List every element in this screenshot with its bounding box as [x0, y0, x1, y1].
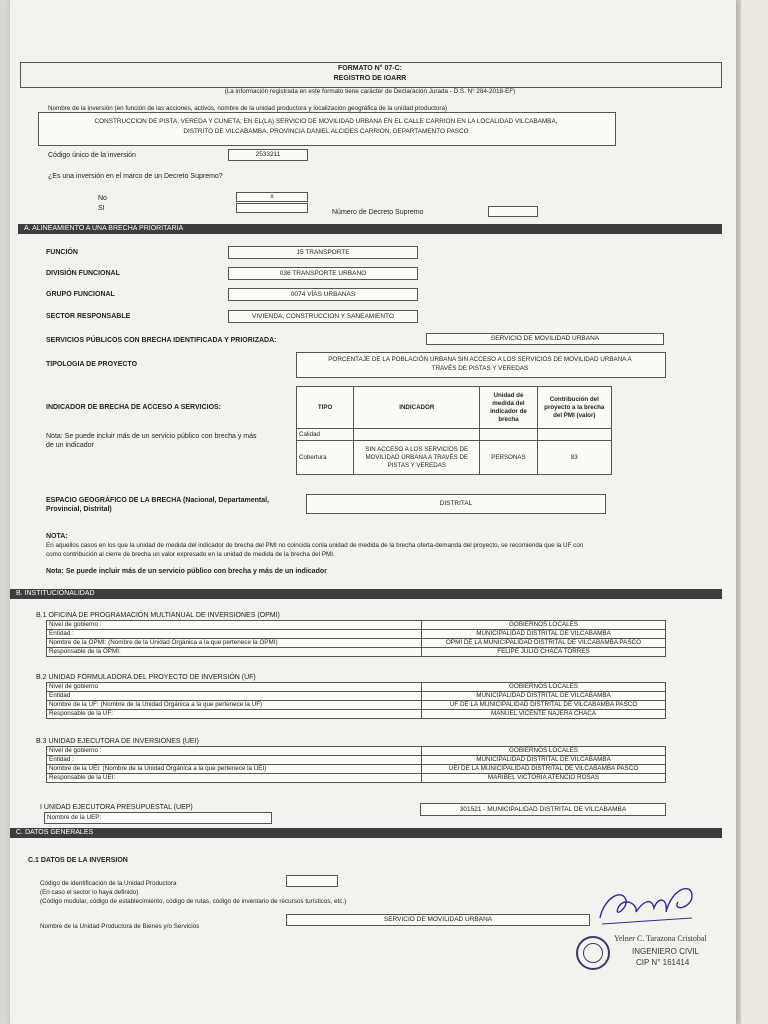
indicador-note-line1: Nota: Se puede incluir más de un servicio público con brecha y más [46, 433, 257, 440]
table-row [47, 692, 666, 701]
table-row [47, 765, 666, 774]
b1-table [46, 620, 666, 657]
row-value: UF DE LA MUNICIPALIDAD DISTRITAL DE VILCABAMBA PASCO [422, 701, 666, 710]
row-value: MUNICIPALIDAD DISTRITAL DE VILCABAMBA [422, 692, 666, 701]
document-page [10, 0, 736, 1024]
section-b-bar: B. INSTITUCIONALIDAD [10, 589, 722, 599]
decree-number-label: Número de Decreto Supremo [332, 209, 424, 216]
c1-code-note2: (Código modular, código de establecimiento, código de rutas, código de inventario de recursos turísticos, etc.) [40, 898, 347, 905]
row-label: Entidad [47, 692, 422, 701]
row-value: MUNICIPALIDAD DISTRITAL DE VILCABAMBA [422, 630, 666, 639]
indicator-row-cobertura [297, 441, 612, 475]
row-value: MARIBEL VICTORIA ATENCIO ROSAS [422, 774, 666, 783]
decree-si-box [236, 203, 308, 213]
col-indicador-header: INDICADOR [354, 387, 480, 429]
row-label: Nivel de gobierno : [47, 621, 422, 630]
indicador-label: INDICADOR DE BRECHA DE ACCESO A SERVICIOS: [46, 404, 222, 411]
table-row [47, 774, 666, 783]
row-label: Responsable de la UF: [47, 710, 422, 719]
tipologia-label: TIPOLOGIA DE PROYECTO [46, 361, 138, 368]
table-row [47, 621, 666, 630]
col-contrib-header: Contribución del proyecto a la brecha del PMI (valor) [537, 387, 611, 429]
table-row [47, 648, 666, 657]
row-cobertura-indicador: SIN ACCESO A LOS SERVICIOS DE MOVILIDAD URBANA A TRAVÉS DE PISTAS Y VEREDAS [354, 441, 480, 475]
espacio-value: DISTRITAL [306, 494, 606, 514]
tipologia-line1: PORCENTAJE DE LA POBLACIÓN URBANA SIN ACCESO A LOS SERVICIOS DE MOVILIDAD URBANA A [328, 356, 632, 363]
row-label: Responsable de la OPMI: [47, 648, 422, 657]
decree-no-label: No [98, 195, 107, 202]
nota-line1: En aquellos casos en los que la unidad de medida del indicador de brecha del PMI no coincida conla unidad de medida de la brecha oferta-demanda del proyecto, se recomienda que la UF con [46, 542, 584, 549]
signer-title: INGENIERO CIVIL [632, 947, 700, 956]
funcion-label: FUNCIÓN [46, 249, 78, 256]
header-note: (La información registrada en este formato tiene carácter de Declaración Jurada - D.S. N° 284-2018-EF) [224, 88, 516, 95]
servicios-label: SERVICIOS PÚBLICOS CON BRECHA IDENTIFICADA Y PRIORIZADA: [46, 337, 277, 344]
indicator-row-calidad [297, 429, 612, 441]
investment-code-label: Código único de la inversión [48, 152, 136, 159]
seal-inner-ring [583, 943, 603, 963]
signature-scribble [592, 878, 702, 934]
row-cobertura-contrib: 83 [537, 441, 611, 475]
row-cobertura-unidad: PERSONAS [480, 441, 537, 475]
indicator-header-row [297, 387, 612, 429]
section-c-bar: C. DATOS GENERALES [10, 828, 722, 838]
signer-name: Yelner C. Tarazona Cristobal [614, 934, 707, 943]
b2-heading: B.2 UNIDAD FORMULADORA DEL PROYECTO DE INVERSIÓN (UF) [36, 674, 256, 681]
investment-name-line2: DISTRITO DE VILCABAMBA, PROVINCIA DANIEL ALCIDES CARRION, DEPARTAMENTO PASCO [183, 128, 469, 135]
section-a-bar: A. ALINEAMIENTO A UNA BRECHA PRIORITARIA [18, 224, 722, 234]
up-value: SERVICIO DE MOVILIDAD URBANA [286, 914, 590, 926]
row-value: MUNICIPALIDAD DISTRITAL DE VILCABAMBA [422, 756, 666, 765]
division-value: 036 TRANSPORTE URBANO [228, 267, 418, 280]
table-row [47, 630, 666, 639]
form-title: FORMATO N° 07-C: [338, 65, 402, 72]
decree-number-box [488, 206, 538, 217]
decree-si-label: SI [98, 205, 105, 212]
row-label: Nombre de la UEI: (Nombre de la Unidad Orgánica a la que pertenece la UEI) [47, 765, 422, 774]
table-row [47, 747, 666, 756]
table-row [47, 701, 666, 710]
c1-code-box [286, 875, 338, 887]
sector-value: VIVIENDA, CONSTRUCCION Y SANEAMIENTO [228, 310, 418, 323]
table-row [47, 639, 666, 648]
espacio-label-line1: ESPACIO GEOGRÁFICO DE LA BRECHA (Nacional, Departamental, [46, 497, 269, 504]
grupo-label: GRUPO FUNCIONAL [46, 291, 115, 298]
b2-table [46, 682, 666, 719]
b4-value: 301521 - MUNICIPALIDAD DISTRITAL DE VILCABAMBA [420, 803, 666, 816]
row-calidad-unidad [480, 429, 537, 441]
investment-code-value: 2533211 [228, 149, 308, 161]
indicador-note-line2: de un indicador [46, 442, 94, 449]
row-value: OPMI DE LA MUNICIPALIDAD DISTRITAL DE VILCABAMBA PASCO [422, 639, 666, 648]
row-cobertura-tipo: Cobertura [297, 441, 354, 475]
funcion-value: 15 TRANSPORTE [228, 246, 418, 259]
tipologia-line2: TRAVÉS DE PISTAS Y VEREDAS [431, 365, 529, 372]
adjacent-page-edge [740, 0, 768, 1024]
row-value: UEI DE LA MUNICIPALIDAD DISTRITAL DE VILCABAMBA PASCO [422, 765, 666, 774]
b3-heading: B.3 UNIDAD EJECUTORA DE INVERSIONES (UEI) [36, 738, 199, 745]
nota-bold: Nota: Se puede incluir más de un servicio público con brecha y más de un indicador [46, 568, 327, 575]
col-tipo-header: TIPO [297, 387, 354, 429]
servicios-value: SERVICIO DE MOVILIDAD URBANA [426, 333, 664, 345]
table-row [47, 756, 666, 765]
espacio-label-line2: Provincial, Distrital) [46, 506, 112, 513]
b4-heading: I UNIDAD EJECUTORA PRESUPUESTAL (UEP) [40, 804, 193, 811]
b4-label: Nombre de la UEP: [47, 814, 102, 821]
sector-label: SECTOR RESPONSABLE [46, 313, 131, 320]
division-label: DIVISIÓN FUNCIONAL [46, 270, 120, 277]
row-label: Nombre de la UF: (Nombre de la Unidad Orgánica a la que pertenece la UF) [47, 701, 422, 710]
row-value: GOBIERNOS LOCALES [422, 683, 666, 692]
table-row [47, 683, 666, 692]
official-seal [576, 936, 610, 970]
b1-heading: B.1 OFICINA DE PROGRAMACIÓN MULTIANUAL DE INVERSIONES (OPMI) [36, 612, 280, 619]
c1-heading: C.1 DATOS DE LA INVERSION [28, 857, 128, 864]
nota-title: NOTA: [46, 533, 68, 540]
row-label: Entidad : [47, 756, 422, 765]
grupo-value: 0074 VÍAS URBANAS [228, 288, 418, 301]
form-subtitle: REGISTRO DE IOARR [333, 75, 407, 82]
row-label: Nombre de la OPMI: (Nombre de la Unidad Orgánica a la que pertenece la OPMI) [47, 639, 422, 648]
row-value: FELIPE JULIO CHACA TORRES [422, 648, 666, 657]
col-unidad-header: Unidad de medida del indicador de brecha [480, 387, 537, 429]
b3-table [46, 746, 666, 783]
decree-no-box: x [236, 192, 308, 202]
row-value: MANUEL VICENTE NAJERA CHACA [422, 710, 666, 719]
row-calidad-tipo: Calidad [297, 429, 354, 441]
row-label: Nivel de gobierno [47, 683, 422, 692]
c1-code-note1: (En caso el sector lo haya definido) [40, 889, 139, 896]
row-value: GOBIERNOS LOCALES [422, 747, 666, 756]
indicator-table [296, 386, 612, 475]
row-calidad-indicador [354, 429, 480, 441]
nota-line2: como contribución al cierre de brecha un valor expresado en la unidad de medida de la brecha del PMI. [46, 551, 335, 558]
up-label: Nombre de la Unidad Productora de Bienes y/o Servicios [40, 923, 200, 930]
decree-question: ¿Es una inversión en el marco de un Decreto Supremo? [48, 173, 223, 180]
investment-name-line1: CONSTRUCCION DE PISTA, VEREDA Y CUNETA; EN EL(LA) SERVICIO DE MOVILIDAD URBANA EN EL CALLE CARRION EN LA LOCALIDAD VILCABAMBA, [94, 118, 558, 125]
investment-name-label: Nombre de la inversión (en función de las acciones, activos, nombre de la unidad productora y localización geográfica de la unidad productora) [48, 105, 448, 112]
row-label: Entidad : [47, 630, 422, 639]
row-label: Nivel de gobierno : [47, 747, 422, 756]
row-calidad-contrib [537, 429, 611, 441]
signer-cip: CIP N° 161414 [636, 958, 690, 967]
c1-code-label: Código de identificación de la Unidad Productora [40, 880, 177, 887]
row-label: Responsable de la UEI: [47, 774, 422, 783]
row-value: GOBIERNOS LOCALES [422, 621, 666, 630]
table-row [47, 710, 666, 719]
